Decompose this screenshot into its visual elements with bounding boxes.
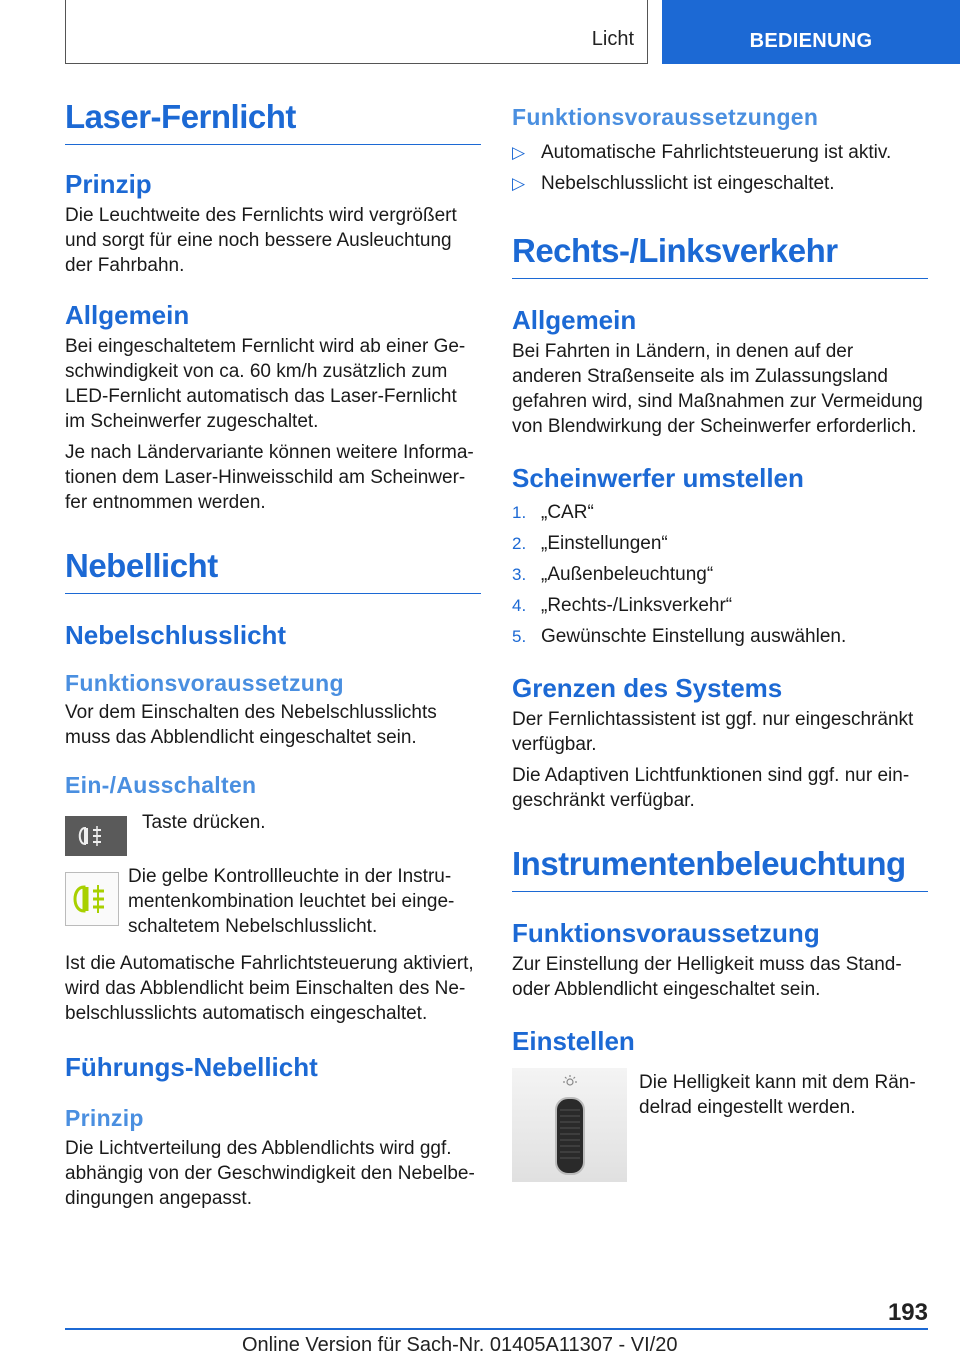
header-section-title: Licht [591, 28, 634, 50]
prinzip-heading: Prinzip [65, 169, 152, 199]
funktionsvoraussetzung-heading: Funktionsvoraussetzung [65, 669, 344, 696]
fog-indicator-icon [65, 872, 119, 926]
grenzen-text-2: Die Adaptiven Lichtfunktionen sind ggf. nur ein-geschränkt verfügbar. [512, 765, 910, 812]
einstellen-text: Die Helligkeit kann mit dem Rän-delrad eingestellt werden. [639, 1071, 916, 1118]
einstellen-heading: Einstellen [512, 1026, 635, 1057]
list-item: 2. „Einstellungen“ [512, 532, 668, 554]
funktionsvoraussetzungen-heading: Funktionsvoraussetzungen [512, 104, 819, 130]
taste-row [65, 810, 481, 864]
taste-text: Taste drücken. [142, 811, 266, 833]
instrumentenbeleuchtung-title: Instrumentenbeleuchtung [512, 845, 928, 892]
steps-list [512, 500, 928, 649]
list-item: ▷ Automatische Fahrlichtsteuerung ist aktiv. [512, 141, 892, 163]
footer-divider [65, 1328, 928, 1330]
header-chapter-tab[interactable]: BEDIENUNG [662, 0, 960, 64]
fog-light-button-icon[interactable] [65, 816, 127, 856]
header-frame [65, 0, 648, 64]
allgemein-text-2: Je nach Ländervariante können weitere Informa-tionen dem Laser-Hinweisschild am Scheinwer-fer entnommen werden. [65, 442, 474, 514]
list-item: 1. „CAR“ [512, 501, 594, 523]
right-column [512, 98, 928, 1188]
grenzen-text-1: Der Fernlichtassistent ist ggf. nur eingeschränkt verfügbar. [512, 709, 914, 756]
prinzip-text: Die Leuchtweite des Fernlichts wird vergrößert und sorgt für eine noch bessere Ausleuchtung der Fahrbahn. [65, 205, 457, 277]
allgemein-right-heading: Allgemein [512, 304, 637, 335]
allgemein-right-text: Bei Fahrten in Ländern, in denen auf der anderen Straßenseite als im Zulassungsland gefahren wird, sind Maßnahmen zur Vermeidung von Blendwirkung der Scheinwerfer erforderlich. [512, 340, 923, 437]
list-item: 4. „Rechts-/Linksverkehr“ [512, 594, 733, 616]
triangle-bullet-icon: ▷ [512, 173, 526, 193]
kontroll-text: Die gelbe Kontrollleuchte in der Instru-mentenkombination leuchtet bei einge-schaltetem Nebelschlusslicht. [128, 865, 455, 937]
prinzip-2-text: Die Lichtverteilung des Abblendlichts wird ggf. abhängig von der Geschwindigkeit den Nebelbe-dingungen angepasst. [65, 1137, 475, 1209]
laser-fernlicht-title: Laser-Fernlicht [65, 98, 481, 145]
list-item: ▷ Nebelschlusslicht ist eingeschaltet. [512, 172, 835, 194]
kontroll-row [65, 864, 481, 939]
funktionsvoraussetzung-right-text: Zur Einstellung der Helligkeit muss das Stand- oder Abblendlicht eingeschaltet sein. [512, 954, 902, 1001]
rechts-linksverkehr-title: Rechts-/Linksverkehr [512, 232, 928, 279]
fuehrungs-nebellicht-heading: Führungs-Nebellicht [65, 1051, 318, 1082]
funktionsvoraussetzung-text: Vor dem Einschalten des Nebelschlusslichts muss das Abblendlicht eingeschaltet sein. [65, 702, 437, 749]
allgemein-text-1: Bei eingeschaltetem Fernlicht wird ab einer Ge-schwindigkeit von ca. 60 km/h zusätzlich zum LED-Fernlicht automatisch das Laser-Fernlicht im Scheinwerfer zugeschaltet. [65, 336, 466, 433]
triangle-bullet-icon: ▷ [512, 142, 526, 162]
page-number: 193 [887, 1299, 928, 1326]
nebelschlusslicht-heading: Nebelschlusslicht [65, 620, 287, 651]
grenzen-heading: Grenzen des Systems [512, 672, 783, 703]
list-item: 5. Gewünschte Einstellung auswählen. [512, 625, 847, 647]
allgemein-heading: Allgemein [65, 300, 190, 331]
prinzip-2-heading: Prinzip [65, 1104, 144, 1131]
ein-ausschalten-heading: Ein-/Ausschalten [65, 772, 257, 799]
left-column [65, 98, 481, 1211]
funktionsvoraussetzung-right-heading: Funktionsvoraussetzung [512, 918, 820, 949]
einstellen-row [512, 1068, 928, 1188]
auto-text: Ist die Automatische Fahrlichtsteuerung aktiviert, wird das Abblendlicht beim Einschalten des Ne-belschlusslichts automatisch eingeschaltet. [65, 952, 474, 1024]
funktionsvoraussetzungen-list [512, 140, 928, 196]
nebellicht-title: Nebellicht [65, 547, 481, 594]
scheinwerfer-umstellen-heading: Scheinwerfer umstellen [512, 462, 804, 493]
list-item: 3. „Außenbeleuchtung“ [512, 563, 714, 585]
footer-version-text: Online Version für Sach-Nr. 01405A11307 - VI/20 [242, 1334, 678, 1356]
thumbwheel-image [512, 1068, 627, 1182]
